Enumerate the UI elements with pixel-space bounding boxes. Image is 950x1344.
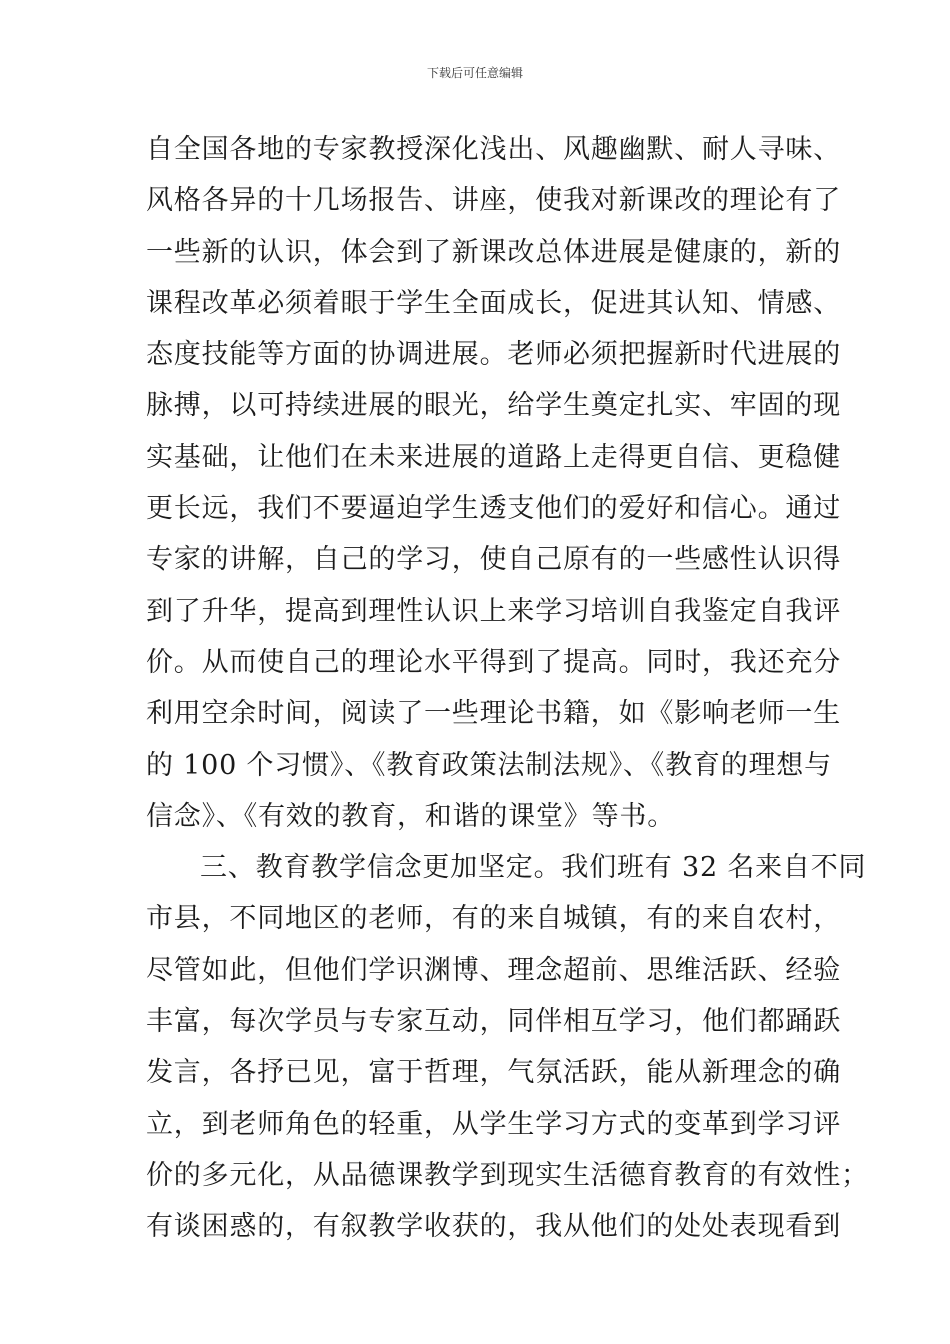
text-line: 立，到老师角色的轻重，从学生学习方式的变革到学习评: [146, 1108, 841, 1140]
text-line: 自全国各地的专家教授深化浅出、风趣幽默、耐人寻味、: [146, 134, 841, 165]
text-line: 丰富，每次学员与专家互动，同伴相互学习，他们都踊跃: [146, 1006, 841, 1038]
paragraph-start-line: 三、教育教学信念更加坚定。我们班有 32 名来自不同: [200, 852, 867, 884]
text-line: 到了升华，提高到理性认识上来学习培训自我鉴定自我评: [146, 595, 841, 627]
text-line: 尽管如此，但他们学识渊博、理念超前、思维活跃、经验: [146, 954, 841, 986]
text-line: 有谈困惑的，有叙教学收获的，我从他们的处处表现看到: [146, 1211, 841, 1243]
text-line: 信念》、《有效的教育，和谐的课堂》等书。: [146, 800, 675, 832]
text-line: 态度技能等方面的协调进展。老师必须把握新时代进展的: [146, 339, 841, 371]
text-line: 价的多元化，从品德课教学到现实生活德育教育的有效性；: [146, 1159, 869, 1191]
text-line: 发言，各抒已见，富于哲理，气氛活跃，能从新理念的确: [146, 1057, 841, 1089]
text-line: 更长远，我们不要逼迫学生透支他们的爱好和信心。通过: [146, 493, 841, 525]
text-line: 脉搏，以可持续进展的眼光，给学生奠定扎实、牢固的现: [146, 390, 841, 422]
text-line: 专家的讲解，自己的学习，使自己原有的一些感性认识得: [146, 544, 841, 576]
text-line: 课程改革必须着眼于学生全面成长，促进其认知、情感、: [146, 287, 841, 319]
page-header: 下载后可任意编辑: [426, 66, 523, 80]
document-body: [146, 124, 869, 1253]
text-line: 实基础，让他们在未来进展的道路上走得更自信、更稳健: [146, 441, 841, 473]
text-line: 的 100 个习惯》、《教育政策法制法规》、《教育的理想与: [146, 749, 832, 781]
text-line: 价。从而使自己的理论水平得到了提高。同时，我还充分: [146, 646, 841, 678]
text-line: 利用空余时间，阅读了一些理论书籍，如《影响老师一生: [146, 698, 841, 730]
text-line: 风格各异的十几场报告、讲座，使我对新课改的理论有了: [146, 185, 841, 217]
text-line: 市县，不同地区的老师，有的来自城镇，有的来自农村，: [146, 903, 841, 935]
text-line: 一些新的认识，体会到了新课改总体进展是健康的，新的: [146, 236, 841, 268]
